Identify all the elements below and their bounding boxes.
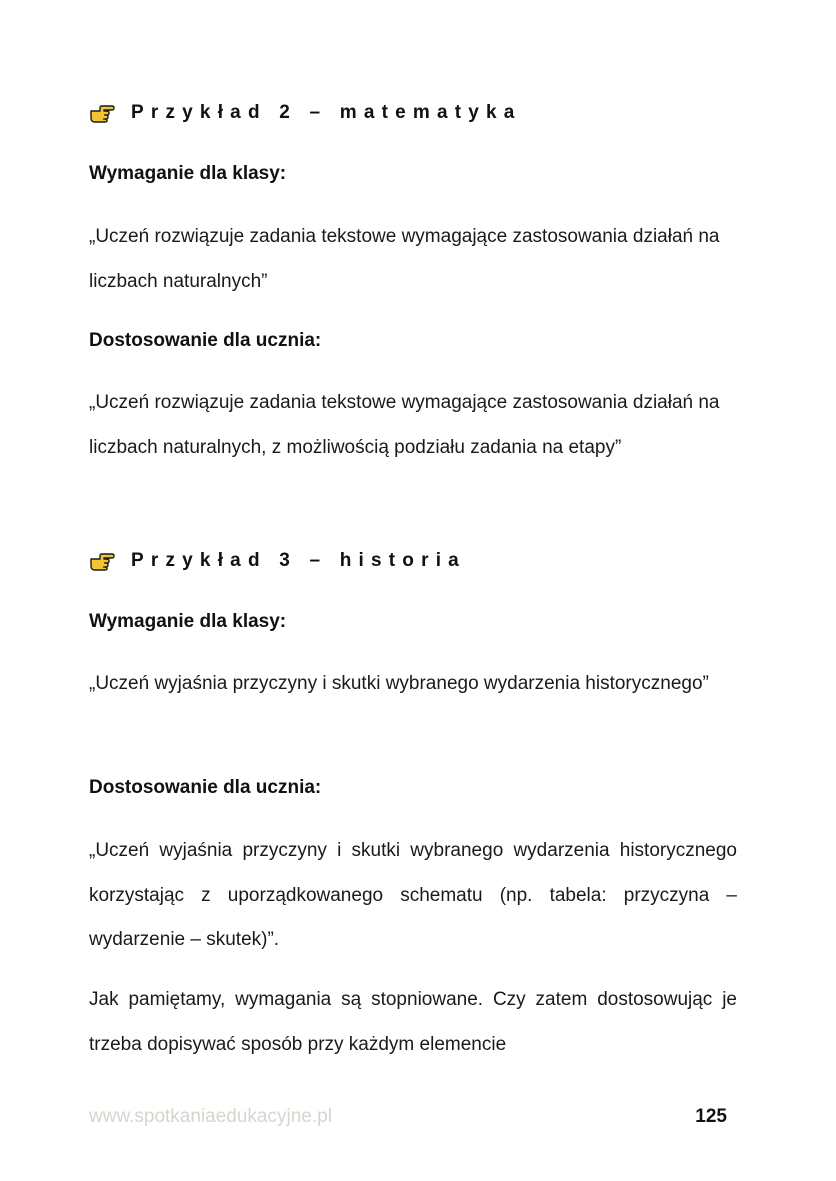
example-2-adjustment-text: „Uczeń rozwiązuje zadania tekstowe wymagające zastosowania działań na liczbach naturalnych, z możliwością podziału zadania na etapy” xyxy=(89,392,720,458)
document-page xyxy=(89,0,737,1181)
example-2-requirement-text: „Uczeń rozwiązuje zadania tekstowe wymagające zastosowania działań na liczbach naturalnych” xyxy=(89,226,720,292)
example-2-heading-text: Przykład 2 – matematyka xyxy=(131,102,522,123)
closing-paragraph: Jak pamiętamy, wymagania są stopniowane. Czy zatem dostosowując je trzeba dopisywać sposób przy każdym elemencie xyxy=(89,989,737,1055)
example-3-heading xyxy=(89,550,466,572)
example-3-adjustment-text: „Uczeń wyjaśnia przyczyny i skutki wybranego wydarzenia historycznego korzystając z uporządkowanego schematu (np. tabela: przyczyna – wydarzenie – skutek)”. xyxy=(89,840,737,950)
example-3-requirement-text: „Uczeń wyjaśnia przyczyny i skutki wybranego wydarzenia historycznego” xyxy=(89,673,709,694)
pointing-hand-icon xyxy=(89,103,115,123)
example-3-adjustment-label: Dostosowanie dla ucznia: xyxy=(89,777,322,798)
example-2-requirement-label: Wymaganie dla klasy: xyxy=(89,163,287,184)
footer-website-link[interactable]: www.spotkaniaedukacyjne.pl xyxy=(89,1106,332,1127)
example-2-heading xyxy=(89,102,522,124)
example-2-adjustment-label: Dostosowanie dla ucznia: xyxy=(89,330,322,351)
pointing-hand-icon xyxy=(89,551,115,571)
page-number: 125 xyxy=(695,1106,727,1127)
example-3-heading-text: Przykład 3 – historia xyxy=(131,550,466,571)
example-3-requirement-label: Wymaganie dla klasy: xyxy=(89,611,287,632)
